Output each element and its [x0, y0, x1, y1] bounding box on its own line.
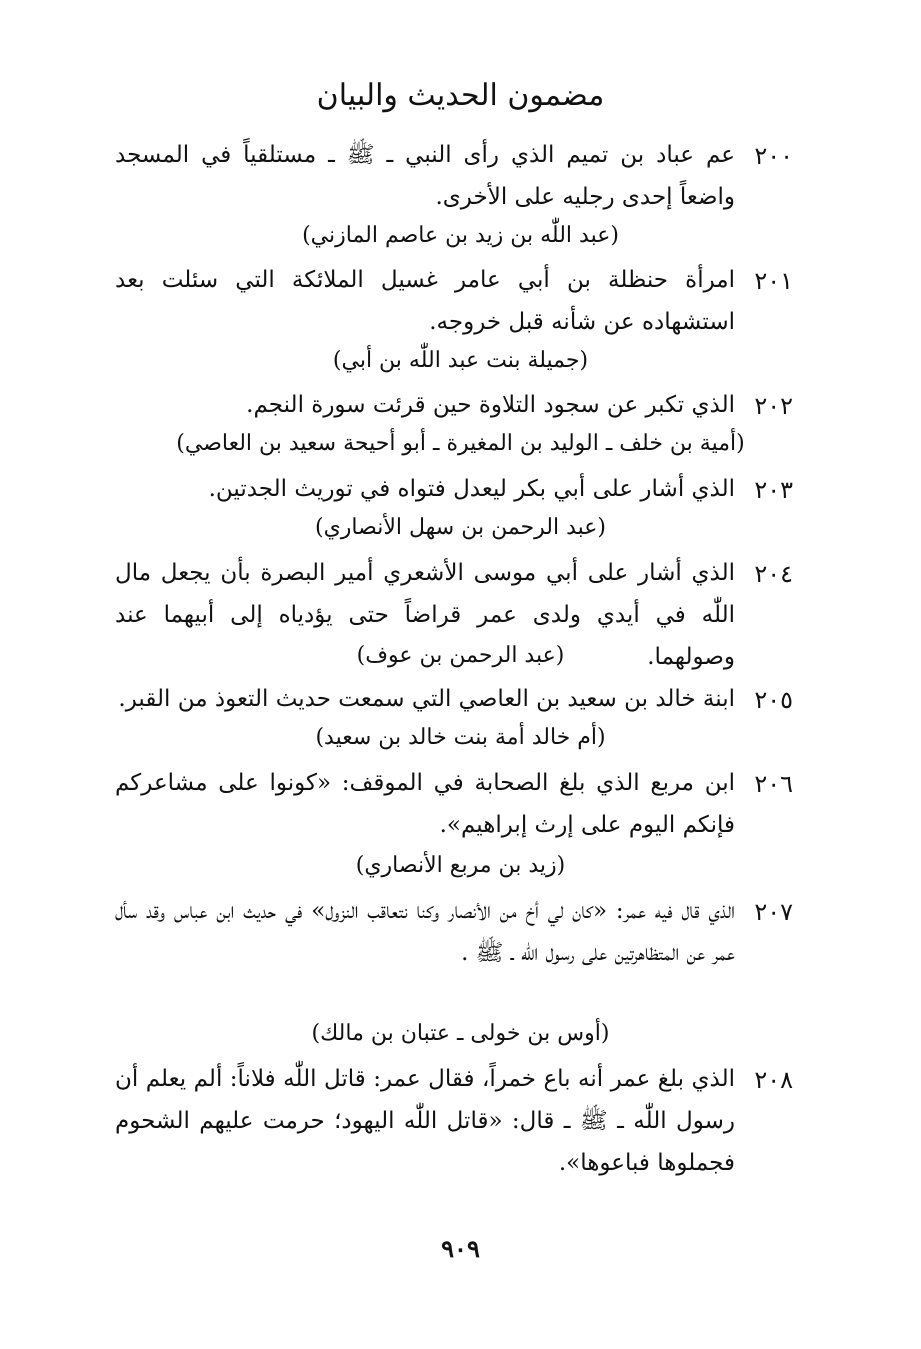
entry-answer: (عبد الرحمن بن سهل الأنصاري) [315, 515, 606, 540]
entry-answer: (أوس بن خولى ـ عتبان بن مالك) [311, 1021, 610, 1046]
entry-text: امرأة حنظلة بن أبي عامر غسيل الملائكة التي سئلت بعد استشهاده عن شأنه قبل خروجه. [115, 267, 735, 335]
entry-number: ٢٠٧ [754, 898, 793, 926]
entry-text: الذي بلغ عمر أنه باع خمراً، فقال عمر: قاتل اللّٰه فلاناً: ألم يعلم أن رسول اللّٰه ـ ﷺ ـ قال: «قاتل اللّٰه اليهود؛ حرمت عليهم الشحوم فجملوها فباعوها». [115, 1066, 735, 1176]
entry-text: ابن مربع الذي بلغ الصحابة في الموقف: «كونوا على مشاعركم فإنكم اليوم على إرث إبراهيم». [115, 770, 735, 838]
entry-answer: (أمية بن خلف ـ الوليد بن المغيرة ـ أبو أحيحة سعيد بن العاصي) [176, 431, 745, 456]
page-title: مضمون الحديث والبيان [316, 78, 605, 113]
entry-answer: (زيد بن مربع الأنصاري) [355, 853, 566, 878]
entry-text: الذي قال فيه عمر: «كان لي أخ من الأنصار وكنا نتعاقب النزول» في حديث ابن عباس وقد سأل عمر عن المتظاهرتين على رسول اللّٰه ـ ﷺ . [115, 898, 735, 966]
entry-number: ٢٠١ [754, 267, 793, 295]
entry-number: ٢٠٠ [754, 142, 793, 170]
entry-number: ٢٠٨ [754, 1066, 793, 1094]
entry-number: ٢٠٢ [754, 392, 793, 420]
entry-answer: (جميلة بنت عبد اللّٰه بن أبي) [332, 348, 589, 373]
entry-text: الذي أشار على أبي موسى الأشعري أمير البصرة بأن يجعل مال اللّٰه في أيدي ولدى عمر قراضاً حتى يؤدياه إلى أبيهما عند وصولهما. [115, 560, 735, 670]
entry-text: الذي أشار على أبي بكر ليعدل فتواه في توريث الجدتين. [208, 476, 735, 502]
entry-answer: (عبد اللّٰه بن زيد بن عاصم المازني) [302, 223, 619, 248]
entry-number: ٢٠٦ [754, 770, 793, 798]
entry-answer: (عبد الرحمن بن عوف) [356, 643, 565, 668]
entry-text: عم عباد بن تميم الذي رأى النبي ـ ﷺ ـ مستلقياً في المسجد واضعاً إحدى رجليه على الأخرى. [115, 142, 735, 210]
entry-number: ٢٠٤ [754, 560, 793, 588]
entry-text: ابنة خالد بن سعيد بن العاصي التي سمعت حديث التعوذ من القبر. [118, 686, 735, 712]
entry-number: ٢٠٣ [754, 476, 793, 504]
page-number: ٩٠٩ [441, 1234, 480, 1263]
entry-number: ٢٠٥ [754, 686, 793, 714]
entry-text: الذي تكبر عن سجود التلاوة حين قرئت سورة النجم. [246, 392, 735, 418]
entry-answer: (أم خالد أمة بنت خالد بن سعيد) [315, 725, 606, 750]
